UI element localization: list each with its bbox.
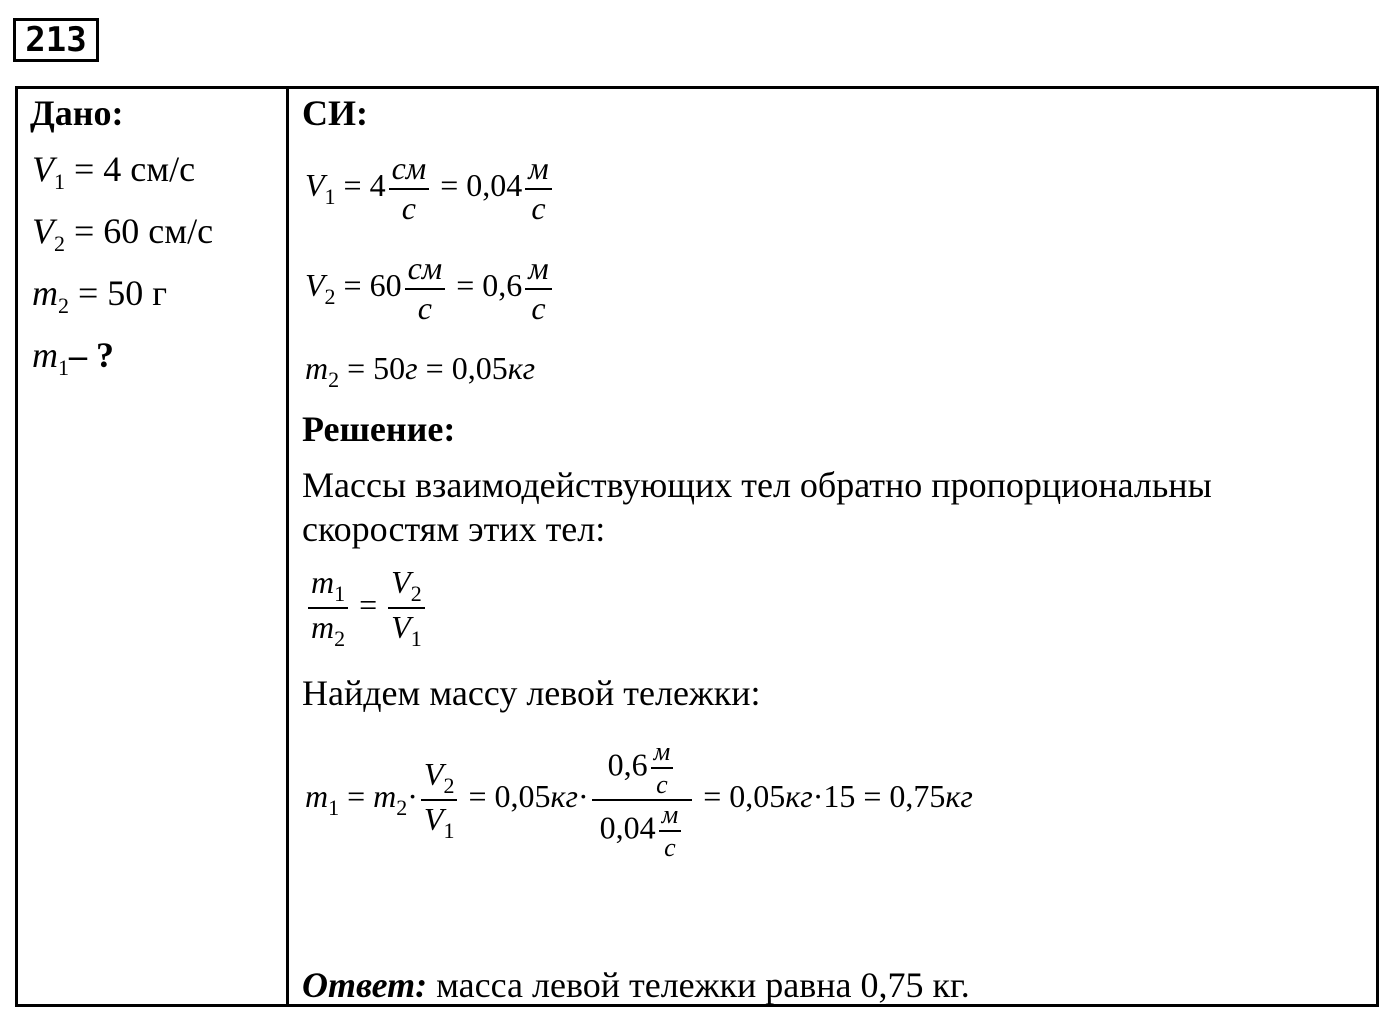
mass-velocity-ratio: $\frac{m_1}{m_2}$ = $\frac{V_2}{V_1}$ [305,566,428,650]
solution-heading: Решение: [302,409,456,449]
given-heading: Дано: [30,93,124,133]
problem-number: 213 [13,18,99,62]
solution-table [15,86,1379,1007]
si-v2-conversion: $V_2 = 60$ $\frac{см}{с}$ = 0,6 $\frac{м}{с}$ [305,252,555,325]
answer-text: масса левой тележки равна 0,75 кг. [436,965,970,1005]
si-heading: СИ: [302,93,368,133]
answer-line [302,964,970,1006]
given-m2: $m_2 = 50$ г [32,273,168,318]
given-v2: $V_2 = 60$ см/с [32,211,214,256]
given-m1-unknown: $m_1-$ ? [32,335,114,380]
solution-text-find: Найдем массу левой тележки: [302,673,761,713]
solution-text-line1: Массы взаимодействующих тел обратно пропорциональны [302,465,1212,505]
si-v1-conversion: $V_1 = 4$ $\frac{см}{с}$ = 0,04 $\frac{м}{с}$ [305,152,555,225]
calculation-formula: $m_1 = m_2\cdot$ $\frac{V_2}{V_1}$ = 0,05кг· 0,6 $\frac{м}{с}$ 0,04 $\frac{м}{с}$ = 0,05кг·15 = 0,75кг [305,737,973,862]
given-v1: $V_1 = 4$ см/с [32,149,196,194]
si-m2-conversion: $m_2 = 50г = 0,05кг$ [305,350,536,392]
answer-label: Ответ: [302,965,428,1005]
column-divider [286,86,289,1007]
solution-text-line2: скоростям этих тел: [302,509,606,549]
